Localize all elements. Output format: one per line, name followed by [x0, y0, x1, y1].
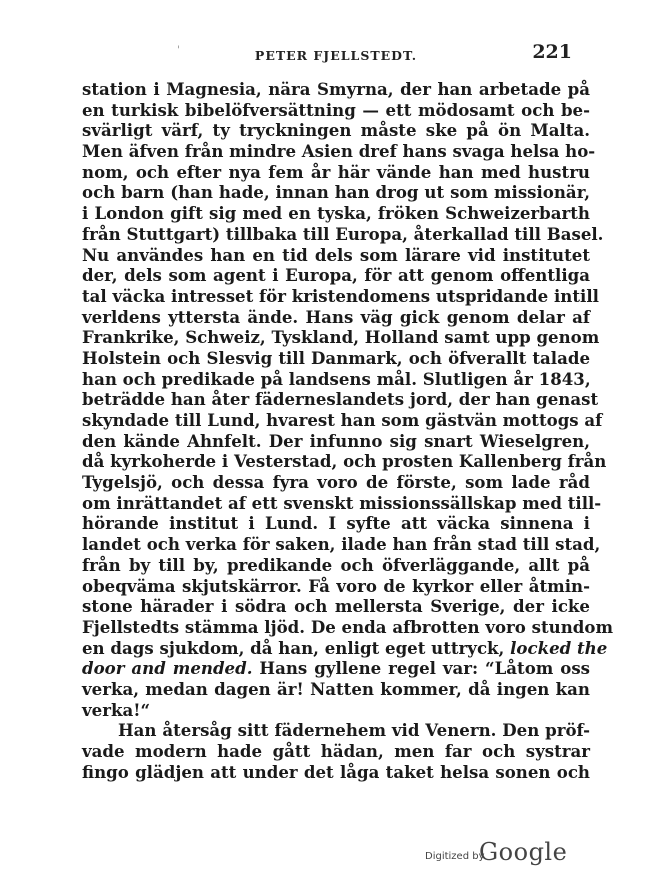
text-line: verka, medan dagen är! Natten kommer, då ingen kan: [82, 678, 590, 699]
text-line: om inrättandet af ett svenskt missionssällskap med till-: [82, 492, 602, 513]
text-line: i London gift sig med en tyska, fröken Schweizerbarth: [82, 203, 590, 224]
digitized-watermark: [425, 838, 595, 868]
text-line: station i Magnesia, nära Smyrna, der han arbetade på: [82, 79, 590, 99]
text-line: svärligt värf, ty tryckningen måste ske på ön Malta.: [82, 120, 590, 141]
body-text: [82, 79, 614, 782]
text-line: då kyrkoherde i Vesterstad, och prosten Kallenberg från: [82, 451, 607, 472]
digitized-label: Digitized by: [425, 851, 485, 862]
text-line: fingo glädjen att under det låga taket helsa sonen och: [82, 761, 590, 782]
italic-phrase: door and mended.: [82, 658, 253, 679]
text-line: Men äfven från mindre Asien dref hans svaga helsa ho-: [82, 141, 596, 162]
text-line: hörande institut i Lund. I syfte att väcka sinnena i: [82, 513, 590, 534]
text-line: tal väcka intresset för kristendomens utspridande intill: [82, 285, 599, 306]
text-line: från by till by, predikande och öfverläggande, allt på: [82, 554, 590, 575]
text-line: från Stuttgart) tillbaka till Europa, återkallad till Basel.: [82, 223, 604, 244]
text-line: en turkisk bibelöfversättning — ett mödosamt och be-: [82, 99, 590, 120]
text-line: verldens yttersta ände. Hans väg gick genom delar af: [82, 306, 590, 327]
text-line: beträdde han åter fäderneslandets jord, der han genast: [82, 389, 599, 410]
text-line: Tygelsjö, och dessa fyra voro de förste, som lade råd: [82, 472, 590, 493]
text-line: nom, och efter nya fem år här vände han med hustru: [82, 161, 590, 182]
text-line: och barn (han hade, innan han drog ut som missionär,: [82, 182, 590, 203]
running-title: PETER FJELLSTEDT.: [254, 48, 418, 63]
text-line: stone härader i södra och mellersta Sverige, der icke: [82, 596, 590, 617]
text-line-mixed: [82, 637, 608, 659]
text-line: Nu användes han en tid dels som lärare vid institutet: [82, 244, 590, 265]
header-mark: ': [177, 45, 180, 56]
text-line: Fjellstedts stämma ljöd. De enda afbrotten voro stundom: [82, 616, 614, 637]
text-line: Holstein och Slesvig till Danmark, och öfverallt talade: [82, 347, 590, 368]
text-line: landet och verka för saken, ilade han från stad till stad,: [82, 534, 601, 555]
google-logo: Google: [479, 838, 568, 866]
text-line: skyndade till Lund, hvarest han som gästvän mottogs af: [82, 410, 603, 430]
paragraph-start-line: Han återsåg sitt fädernehem vid Venern. Den pröf-: [118, 720, 590, 741]
text-segment: Hans gyllene regel var: “Låtom oss: [252, 658, 590, 679]
text-line: vade modern hade gått hädan, men far och systrar: [82, 741, 590, 761]
text-line: den kände Ahnfelt. Der infunno sig snart Wieselgren,: [82, 430, 590, 451]
italic-phrase: locked the: [510, 637, 608, 658]
text-segment: en dags sjukdom, då han, enligt eget uttryck,: [82, 637, 511, 658]
text-line-mixed: [82, 658, 590, 679]
text-line: verka!“: [82, 699, 151, 720]
text-line: der, dels som agent i Europa, för att genom offentliga: [82, 265, 590, 286]
text-line: Frankrike, Schweiz, Tyskland, Holland samt upp genom: [82, 327, 600, 348]
page-number: 221: [532, 41, 572, 63]
text-line: obeqväma skjutskärror. Få voro de kyrkor eller åtmin-: [82, 575, 590, 596]
page-header: [82, 40, 590, 70]
text-line: han och predikade på landsens mål. Slutligen år 1843,: [82, 368, 591, 389]
